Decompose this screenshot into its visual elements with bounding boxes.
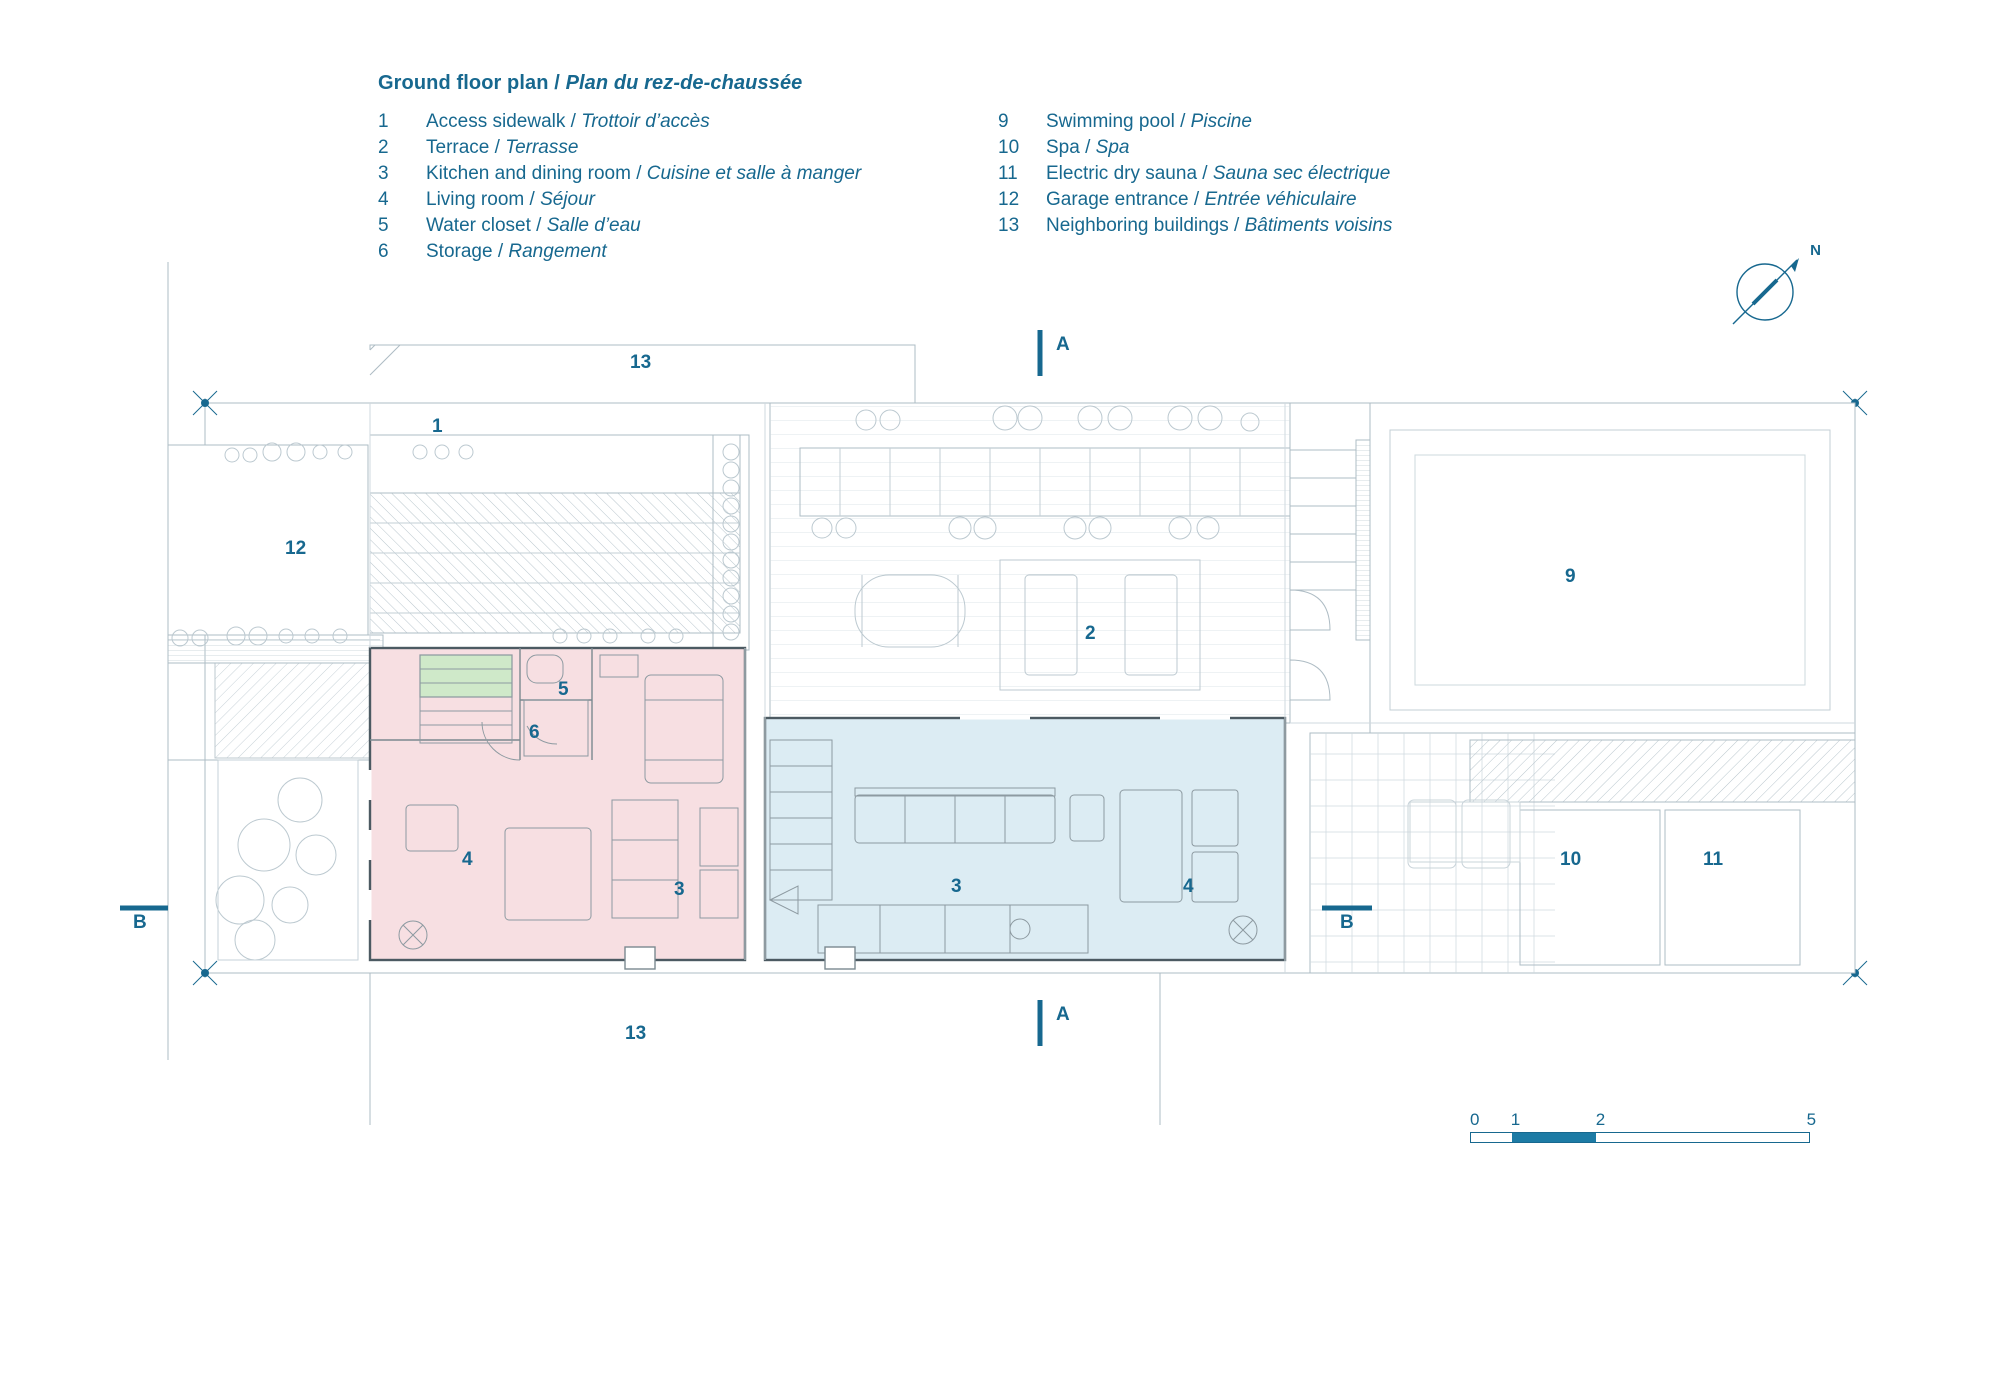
plan-label-3-right: 3 [951, 876, 962, 897]
plan-label-4-right: 4 [1183, 876, 1194, 897]
legend-item-number: 12 [998, 189, 1020, 210]
legend-item-text: Garage entrance / Entrée véhiculaire [1046, 189, 1357, 210]
legend-item-text: Terrace / Terrasse [426, 137, 579, 158]
area-spa-sauna [1310, 733, 1855, 973]
legend-item-text: Swimming pool / Piscine [1046, 111, 1252, 132]
house-right-block [765, 718, 1285, 969]
legend-item-number: 6 [378, 241, 389, 262]
scale-tick-0: 0 [1470, 1110, 1480, 1129]
section-label-a-bottom: A [1056, 1004, 1070, 1025]
legend-item-number: 4 [378, 189, 389, 210]
legend-item-number: 11 [998, 163, 1018, 184]
area-garage-entrance [168, 445, 385, 758]
legend-item-text: Electric dry sauna / Sauna sec électrique [1046, 163, 1391, 184]
plan-label-6: 6 [529, 722, 540, 743]
scale-bar [1470, 1110, 1817, 1143]
legend-item-number: 3 [378, 163, 389, 184]
plan-label-3-left: 3 [674, 879, 685, 900]
legend-title-sep: / [548, 72, 566, 94]
plan-label-9: 9 [1565, 566, 1576, 587]
legend-item-text: Water closet / Salle d’eau [426, 215, 641, 236]
legend-item-number: 5 [378, 215, 389, 236]
plan-label-11: 11 [1703, 849, 1724, 870]
legend-item-text: Spa / Spa [1046, 137, 1130, 158]
compass-rose [1725, 242, 1821, 332]
section-label-b-left: B [133, 912, 147, 933]
legend-item-number: 9 [998, 111, 1009, 132]
legend-title-fr: Plan du rez-de-chaussée [565, 72, 803, 94]
legend-item-number: 10 [998, 137, 1020, 158]
scale-bar-track [1470, 1132, 1810, 1143]
plan-label-13-top: 13 [630, 352, 652, 373]
plan-label-10: 10 [1560, 849, 1582, 870]
section-label-a-top: A [1056, 334, 1070, 355]
plan-label-1: 1 [432, 416, 443, 437]
area-garden-trees [216, 760, 358, 960]
legend-item-number: 13 [998, 215, 1020, 236]
scale-tick-2: 2 [1595, 1110, 1606, 1129]
plan-label-2: 2 [1085, 623, 1096, 644]
area-terrace [770, 403, 1466, 723]
legend-item-text: Storage / Rangement [426, 241, 607, 262]
legend-title-en: Ground floor plan [378, 72, 549, 94]
plan-label-12: 12 [285, 538, 307, 559]
plan-label-4-left: 4 [462, 849, 473, 870]
legend-item-text: Kitchen and dining room / Cuisine et salle à manger [426, 163, 862, 184]
compass-icon [1725, 252, 1805, 332]
legend-item-number: 2 [378, 137, 389, 158]
legend-item-text: Neighboring buildings / Bâtiments voisins [1046, 215, 1393, 236]
scale-tick-1: 1 [1510, 1110, 1521, 1129]
area-swimming-pool [1370, 403, 1855, 733]
plan-label-13-bottom: 13 [625, 1023, 647, 1044]
section-label-b-right: B [1340, 912, 1354, 933]
legend-item-text: Living room / Séjour [426, 189, 595, 210]
legend-item-number: 1 [378, 111, 389, 132]
scale-bar-fill [1512, 1133, 1597, 1142]
legend-item-text: Access sidewalk / Trottoir d’accès [426, 111, 710, 132]
compass-north-label: N [1810, 242, 1821, 259]
scale-bar-ticks [1470, 1110, 1817, 1132]
scale-tick-5: 5 [1806, 1110, 1817, 1129]
plan-label-5: 5 [558, 679, 569, 700]
